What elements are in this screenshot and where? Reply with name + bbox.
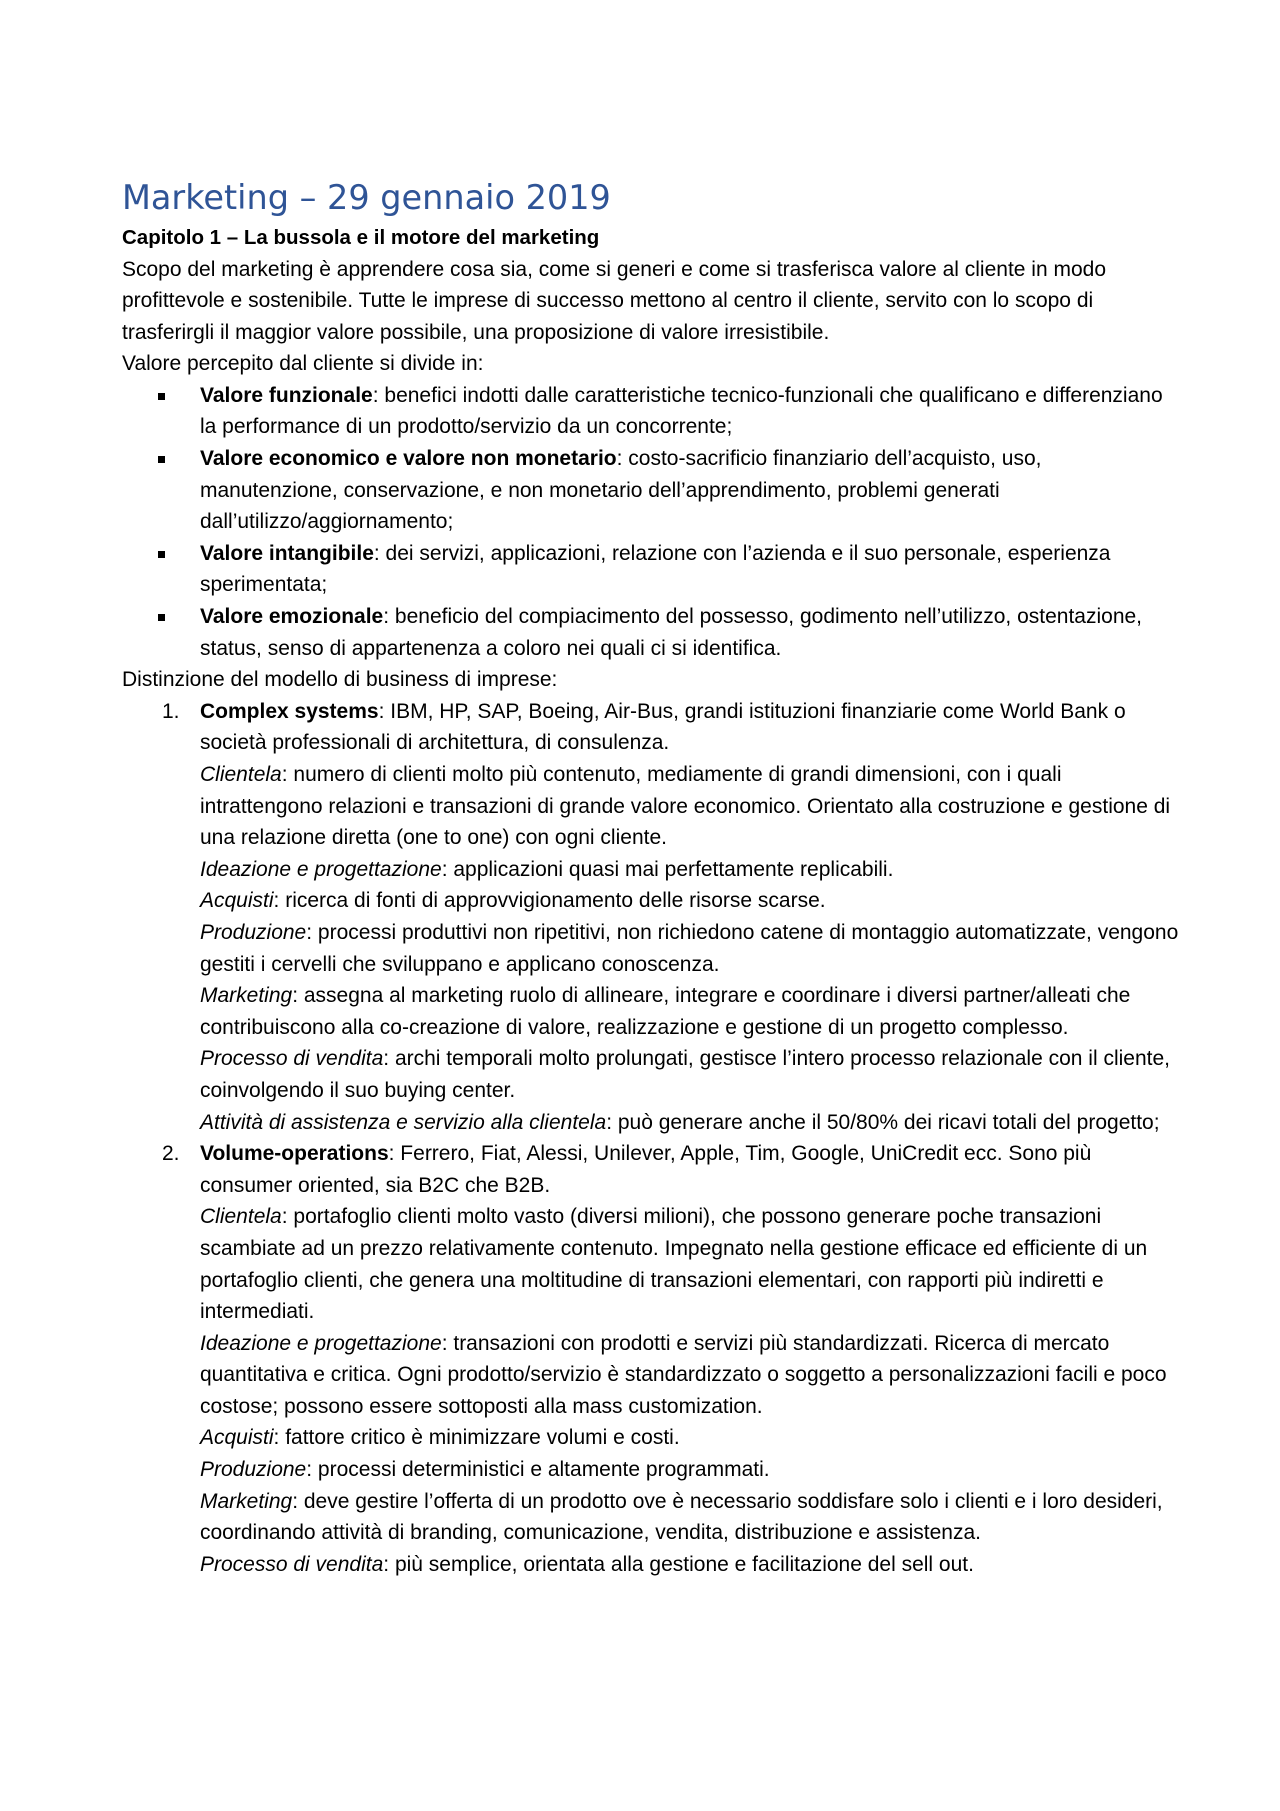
list-item [200, 601, 1182, 664]
model-detail [200, 1328, 1182, 1423]
list-item [162, 696, 1182, 1138]
value-text: : dei servizi, applicazioni, relazione con l’azienda e il suo personale, esperienza sperimentata; [200, 541, 1111, 597]
detail-label: Acquisti [200, 889, 274, 913]
list-item [162, 1138, 1182, 1580]
detail-label: Marketing [200, 1489, 293, 1513]
value-text: : costo-sacrificio finanziario dell’acquisto, uso, manutenzione, conservazione, e non monetario dell’apprendimento, problemi generati dall’utilizzo/aggiornamento; [200, 447, 1042, 534]
value-intro: Valore percepito dal cliente si divide in: [122, 352, 484, 376]
model-heading [200, 1138, 1182, 1201]
document-title: Marketing – 29 gennaio 2019 [122, 178, 611, 217]
detail-text: : applicazioni quasi mai perfettamente replicabili. [441, 857, 894, 881]
detail-text: : assegna al marketing ruolo di allineare, integrare e coordinare i diversi partner/alleati che contribuiscono alla co-creazione di valore, realizzazione e gestione di un progetto complesso. [200, 984, 1131, 1039]
document-content [122, 176, 1182, 1580]
model-detail [200, 917, 1182, 980]
detail-label: Attività di assistenza e servizio alla clientela [200, 1110, 607, 1134]
value-term: Valore funzionale [200, 383, 373, 407]
model-detail [200, 1549, 1182, 1581]
model-heading [200, 696, 1182, 759]
detail-text: : ricerca di fonti di approvvigionamento delle risorse scarse. [273, 889, 826, 913]
model-term: Volume-operations [200, 1142, 389, 1166]
model-detail [200, 854, 1182, 886]
detail-text: : transazioni con prodotti e servizi più standardizzati. Ricerca di mercato quantitativa e critica. Ogni prodotto/servizio è standardizzato o soggetto a personalizzazioni facili e poco costose; possono essere sottoposti alla mass customization. [200, 1331, 1167, 1418]
bullet-square-icon [158, 614, 165, 621]
intro-paragraph: Scopo del marketing è apprendere cosa sia, come si generi e come si trasferisca valore al cliente in modo profittevole e sostenibile. Tutte le imprese di successo mettono al centro il cliente, servito con lo scopo di trasferirgli il maggior valore possibile, una proposizione di valore irresistibile. [122, 257, 1106, 344]
detail-label: Clientela [200, 763, 282, 786]
model-detail [200, 1107, 1182, 1139]
detail-text: : archi temporali molto prolungati, gestisce l’intero processo relazionale con il cliente, coinvolgendo il suo buying center. [200, 1047, 1171, 1102]
model-detail [200, 759, 1182, 854]
detail-label: Processo di vendita [200, 1552, 384, 1576]
model-detail [200, 980, 1182, 1043]
model-detail [200, 1422, 1182, 1454]
model-detail [200, 1486, 1182, 1549]
detail-label: Ideazione e progettazione [200, 1331, 442, 1355]
model-text: : IBM, HP, SAP, Boeing, Air-Bus, grandi istituzioni finanziarie come World Bank o società professionali di architettura, di consulenza. [200, 699, 1126, 755]
detail-text: : può generare anche il 50/80% dei ricavi totali del progetto; [606, 1110, 1160, 1134]
detail-label: Processo di vendita [200, 1047, 384, 1071]
detail-label: Marketing [200, 984, 293, 1008]
model-detail [200, 1201, 1182, 1327]
bullet-square-icon [158, 456, 165, 463]
detail-text: : portafoglio clienti molto vasto (diversi milioni), che possono generare poche transazioni scambiate ad un prezzo relativamente contenuto. Impegnato nella gestione efficace ed efficiente di un portafoglio clienti, che genera una moltitudine di transazioni elementari, con rapporti più indiretti e intermediati. [200, 1205, 1148, 1324]
list-item [200, 538, 1182, 601]
detail-label: Produzione [200, 1458, 307, 1482]
model-detail [200, 1043, 1182, 1106]
detail-text: : numero di clienti molto più contenuto, mediamente di grandi dimensioni, con i quali intrattengono relazioni e transazioni di grande valore economico. Orientato alla costruzione e gestione di una relazione diretta (one to one) con ogni cliente. [200, 763, 1171, 850]
list-item [200, 380, 1182, 443]
model-text: : Ferrero, Fiat, Alessi, Unilever, Apple, Tim, Google, UniCredit ecc. Sono più consumer oriented, sia B2C che B2B. [200, 1142, 1092, 1197]
list-number: 2. [162, 1142, 180, 1166]
model-term: Complex systems [200, 699, 379, 723]
list-number: 1. [162, 699, 180, 723]
detail-text: : processi produttivi non ripetitivi, non richiedono catene di montaggio automatizzate, vengono gestiti i cervelli che sviluppano e applicano conoscenza. [200, 920, 1179, 976]
model-detail [200, 885, 1182, 917]
value-term: Valore emozionale [200, 605, 384, 629]
detail-text: : deve gestire l’offerta di un prodotto ove è necessario soddisfare solo i clienti e i loro desideri, coordinando attività di branding, comunicazione, vendita, distribuzione e assistenza. [200, 1489, 1163, 1545]
detail-label: Acquisti [200, 1426, 274, 1450]
detail-text: : più semplice, orientata alla gestione e facilitazione del sell out. [383, 1552, 974, 1576]
business-models-list [122, 696, 1182, 1581]
detail-label: Produzione [200, 920, 307, 944]
value-term: Valore intangibile [200, 541, 374, 565]
model-detail [200, 1454, 1182, 1486]
value-text: : beneficio del compiacimento del possesso, godimento nell’utilizzo, ostentazione, status, senso di appartenenza a coloro nei quali ci si identifica. [200, 605, 1143, 660]
detail-text: : processi deterministici e altamente programmati. [306, 1458, 770, 1482]
detail-text: : fattore critico è minimizzare volumi e costi. [273, 1426, 680, 1450]
bullet-square-icon [158, 393, 165, 400]
detail-label: Clientela [200, 1205, 282, 1229]
models-intro: Distinzione del modello di business di imprese: [122, 668, 558, 692]
detail-label: Ideazione e progettazione [200, 857, 442, 881]
list-item [200, 443, 1182, 538]
bullet-square-icon [158, 551, 165, 558]
value-term: Valore economico e valore non monetario [200, 447, 617, 471]
value-list [122, 380, 1182, 664]
value-text: : benefici indotti dalle caratteristiche tecnico-funzionali che qualificano e differenziano la performance di un prodotto/servizio da un concorrente; [200, 383, 1163, 439]
chapter-heading: Capitolo 1 – La bussola e il motore del marketing [122, 226, 600, 249]
